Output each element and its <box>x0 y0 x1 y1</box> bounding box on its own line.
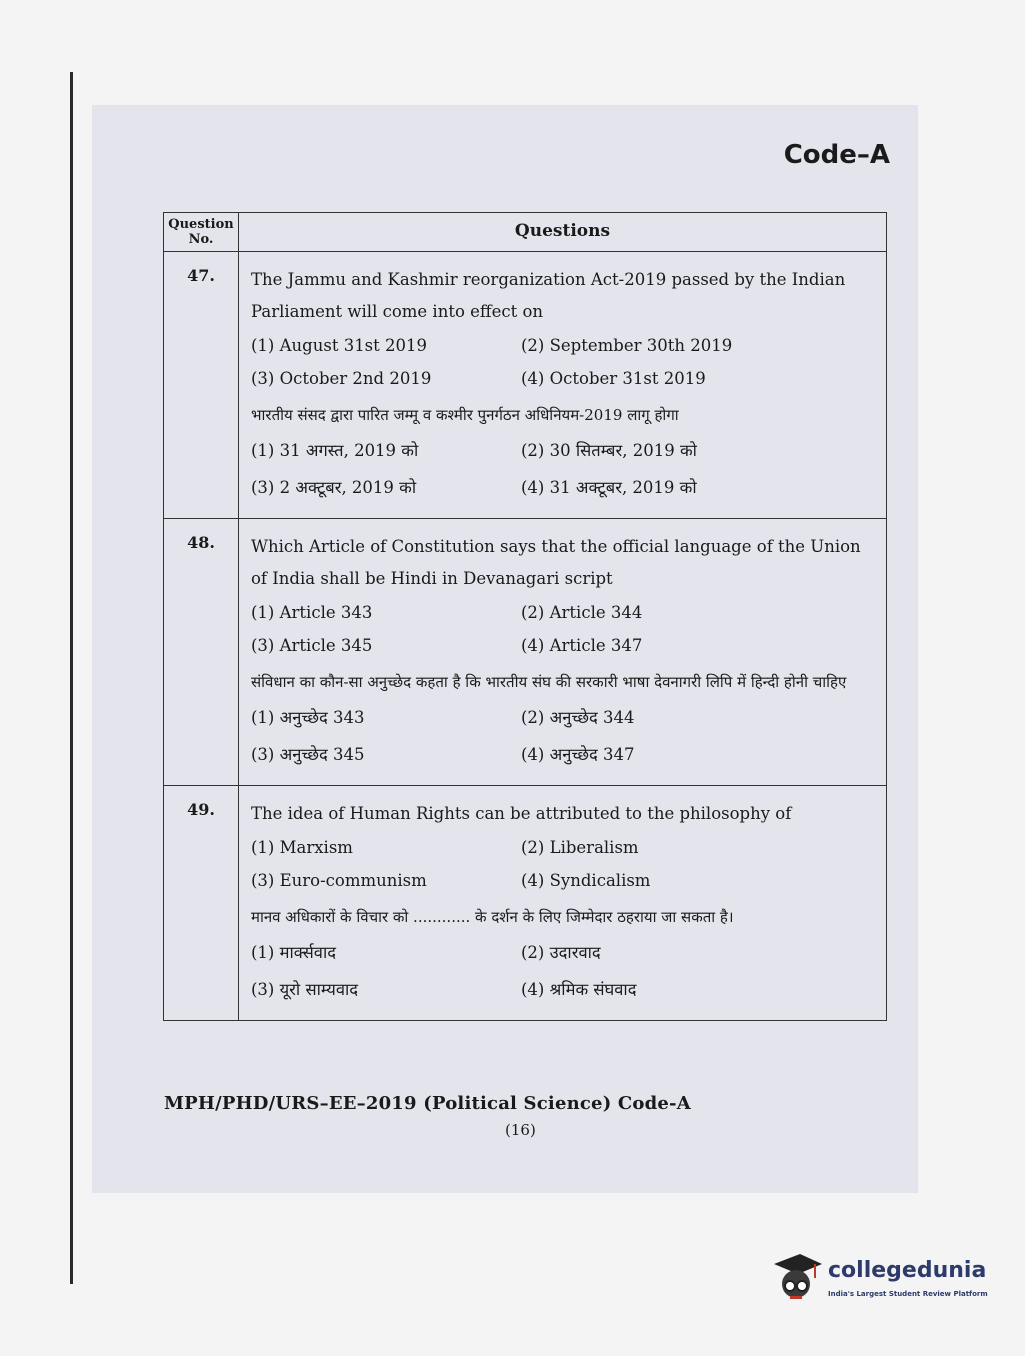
option: (3) अनुच्छेद 345 <box>251 745 365 764</box>
option: (2) अनुच्छेद 344 <box>521 708 635 727</box>
scan-edge-line <box>70 72 73 1284</box>
option: (4) Syndicalism <box>521 871 651 890</box>
option: (2) September 30th 2019 <box>521 336 733 355</box>
table-row <box>164 252 887 519</box>
option: (4) Article 347 <box>521 636 643 655</box>
question-text-en: The Jammu and Kashmir reorganization Act-2019 passed by the Indian Parliament will come into effect on <box>251 270 846 321</box>
option: (2) उदारवाद <box>521 943 601 962</box>
question-number: 48. <box>164 519 239 786</box>
option: (3) यूरो साम्यवाद <box>251 980 359 999</box>
option: (1) 31 अगस्त, 2019 को <box>251 441 419 460</box>
paper-code: Code–A <box>783 140 890 170</box>
logo-name: collegedunia <box>828 1258 987 1283</box>
page-number: (16) <box>505 1121 536 1139</box>
option: (1) Article 343 <box>251 603 373 622</box>
question-number: 47. <box>164 252 239 519</box>
option: (4) 31 अक्टूबर, 2019 को <box>521 478 697 497</box>
options-en <box>251 336 880 388</box>
table-row <box>164 519 887 786</box>
option: (2) Liberalism <box>521 838 639 857</box>
collegedunia-logo[interactable] <box>770 1250 1000 1310</box>
options-hi <box>251 438 880 498</box>
option: (1) August 31st 2019 <box>251 336 428 355</box>
option: (3) Euro-communism <box>251 871 427 890</box>
option: (2) Article 344 <box>521 603 643 622</box>
column-header-question-no: Question No. <box>164 213 239 252</box>
question-text-hi: भारतीय संसद द्वारा पारित जम्मू व कश्मीर पुनर्गठन अधिनियम-2019 लागू होगा <box>251 406 679 424</box>
options-hi <box>251 940 880 1000</box>
question-text-hi: संविधान का कौन-सा अनुच्छेद कहता है कि भारतीय संघ की सरकारी भाषा देवनागरी लिपि में हिन्दी होनी चाहिए <box>251 673 847 691</box>
column-header-questions: Questions <box>239 213 887 252</box>
option: (3) 2 अक्टूबर, 2019 को <box>251 478 417 497</box>
options-en <box>251 838 880 890</box>
mascot-icon <box>770 1250 824 1308</box>
table-row <box>164 786 887 1021</box>
option: (4) श्रमिक संघवाद <box>521 980 637 999</box>
question-text-en: The idea of Human Rights can be attributed to the philosophy of <box>251 804 792 823</box>
logo-tagline: India's Largest Student Review Platform <box>828 1290 988 1298</box>
option: (1) Marxism <box>251 838 353 857</box>
options-en <box>251 603 880 655</box>
paper-footer: MPH/PHD/URS–EE–2019 (Political Science) Code-A <box>164 1093 691 1114</box>
option: (4) अनुच्छेद 347 <box>521 745 635 764</box>
option: (1) अनुच्छेद 343 <box>251 708 365 727</box>
question-cell <box>239 786 887 1021</box>
options-hi <box>251 705 880 765</box>
question-text-en: Which Article of Constitution says that the official language of the Union of India shall be Hindi in Devanagari script <box>251 537 861 588</box>
question-cell <box>239 252 887 519</box>
option: (1) मार्क्सवाद <box>251 943 337 962</box>
option: (2) 30 सितम्बर, 2019 को <box>521 441 697 460</box>
question-number: 49. <box>164 786 239 1021</box>
option: (3) Article 345 <box>251 636 373 655</box>
question-cell <box>239 519 887 786</box>
question-table <box>163 212 887 1021</box>
option: (4) October 31st 2019 <box>521 369 706 388</box>
option: (3) October 2nd 2019 <box>251 369 432 388</box>
question-text-hi: मानव अधिकारों के विचार को ............ के दर्शन के लिए जिम्मेदार ठहराया जा सकता है। <box>251 908 734 926</box>
